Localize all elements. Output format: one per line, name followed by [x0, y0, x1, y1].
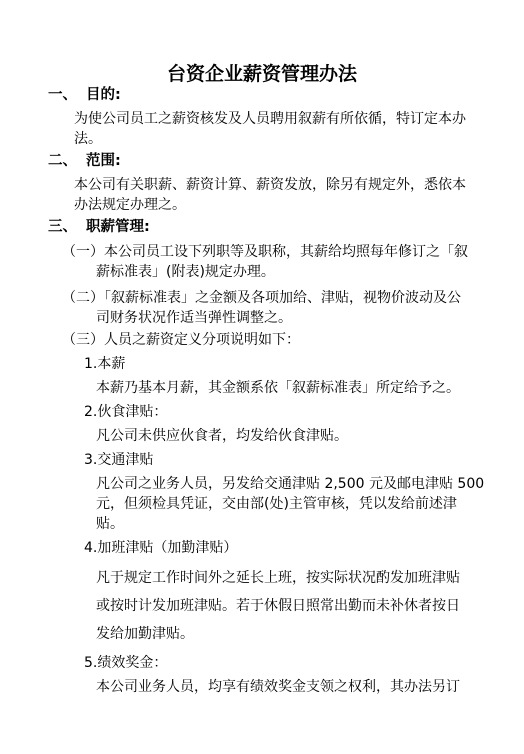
subitem-label: 5.绩效奖金： [84, 655, 168, 671]
section-label: 范围: [86, 153, 121, 169]
paragraph-line: 为使公司员工之薪资核发及人员聘用叙薪有所依循，特订定本办 [74, 111, 466, 127]
list-item-line: 薪标准表」(附表)规定办理。 [96, 264, 275, 280]
subitem-line: 凡公司未供应伙食者，均发给伙食津贴。 [96, 428, 348, 444]
subitem-line: 凡公司之业务人员，另发给交通津贴 2,500 元及邮电津贴 500 [96, 476, 485, 492]
section-heading-scope [48, 152, 121, 170]
subitem-label: 2.伙食津贴： [84, 404, 168, 420]
subitem-label: 4.加班津贴（加勤津贴） [84, 540, 238, 556]
paragraph-line: 办法规定办理之。 [74, 197, 186, 213]
list-item-line: （二）「叙薪标准表」之金额及各项加给、津贴，视物价波动及公 [62, 290, 461, 306]
section-number: 二、 [48, 153, 77, 169]
list-item-line: （三）人员之薪资定义分项说明如下： [62, 332, 300, 348]
subitem-line: 发给加勤津贴。 [96, 626, 194, 642]
section-number: 一、 [48, 87, 77, 103]
list-item-line: 司财务状况作适当弹性调整之。 [96, 310, 292, 326]
paragraph-line: 法。 [74, 131, 102, 147]
section-heading-purpose [48, 86, 121, 104]
section-number: 三、 [48, 219, 77, 235]
section-label: 目的: [86, 87, 121, 103]
section-heading-salary-management [48, 218, 150, 236]
subitem-line: 本公司业务人员，均享有绩效奖金支领之权利，其办法另订 [96, 679, 460, 695]
paragraph-line: 本公司有关职薪、薪资计算、薪资发放，除另有规定外，悉依本 [74, 177, 466, 193]
subitem-line: 贴。 [96, 516, 124, 532]
subitem-line: 元，但须检具凭证，交由部(处)主管审核，凭以发给前述津 [96, 496, 457, 512]
subitem-line: 凡于规定工作时间外之延长上班，按实际状况酌发加班津贴 [96, 570, 460, 586]
subitem-line: 本薪乃基本月薪，其金额系依「叙薪标准表」所定给予之。 [96, 380, 460, 396]
list-item-line: （一）本公司员工设下列职等及职称，其薪给均照每年修订之「叙 [62, 244, 468, 260]
subitem-label: 1.本薪 [84, 356, 126, 372]
document-title: 台资企业薪资管理办法 [166, 63, 357, 85]
section-label: 职薪管理: [86, 219, 150, 235]
subitem-label: 3.交通津贴 [84, 452, 154, 468]
subitem-line: 或按时计发加班津贴。若于休假日照常出勤而未补休者按日 [96, 598, 460, 614]
